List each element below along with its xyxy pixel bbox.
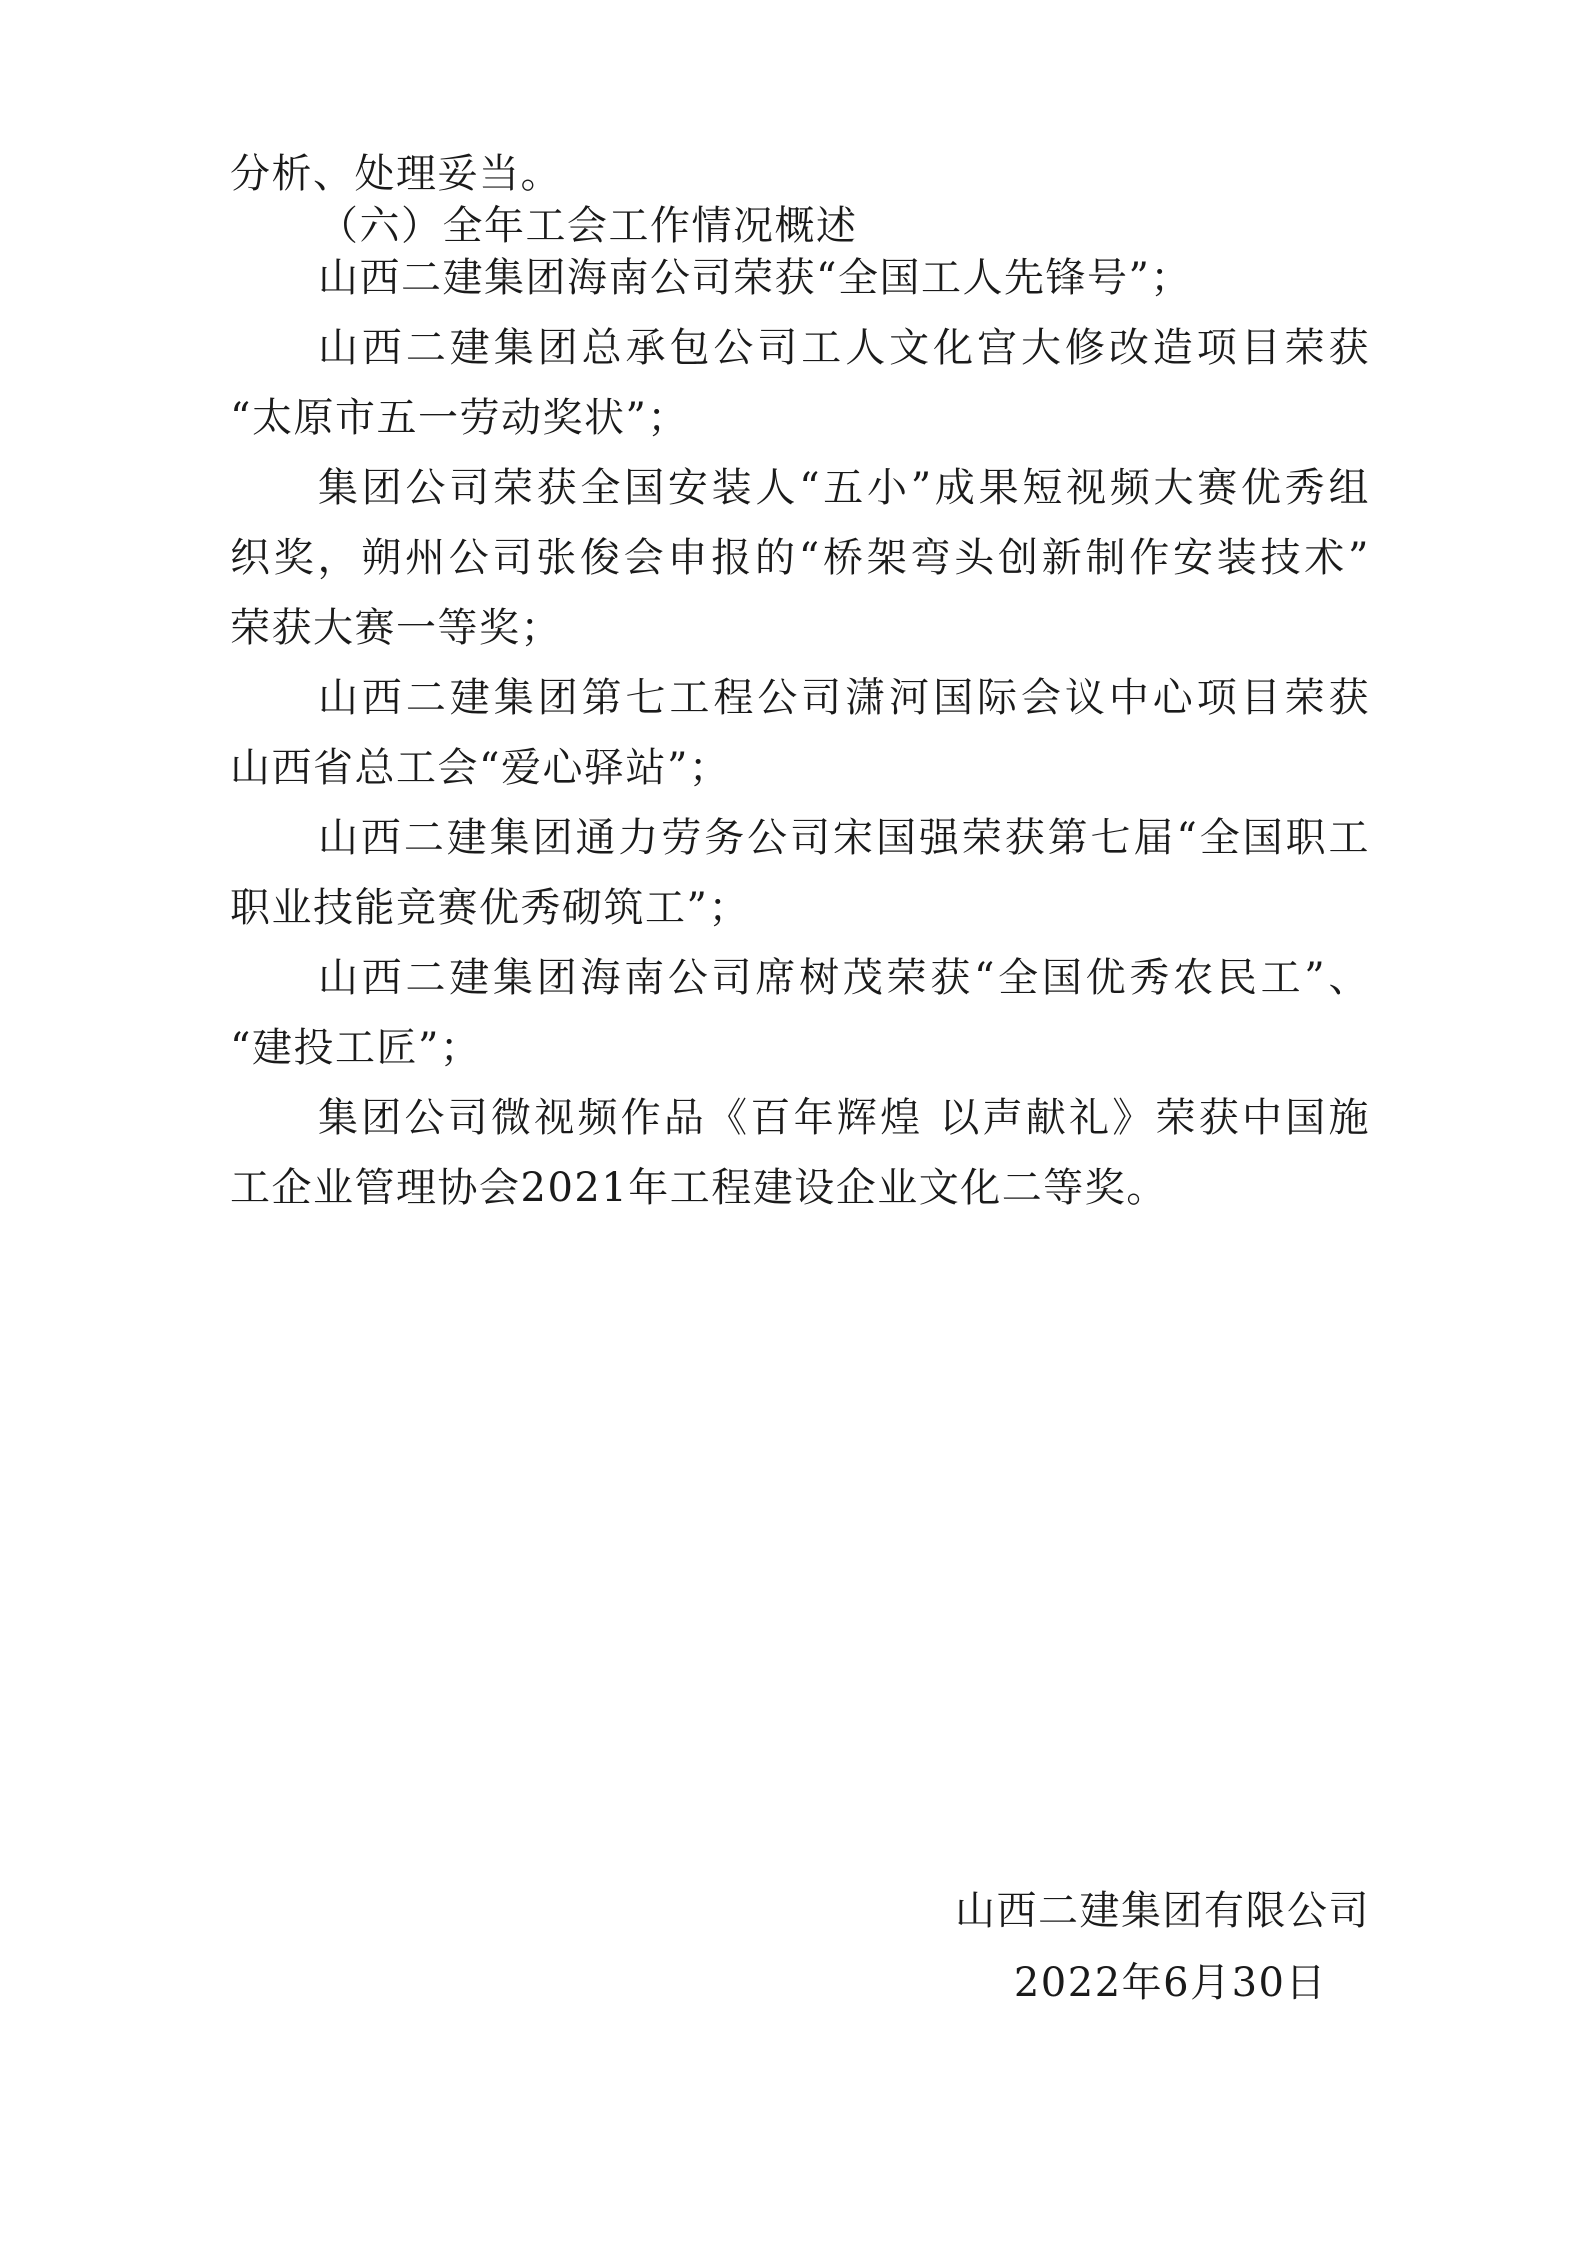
signature-date: 2022年6月30日 [1013,1960,1327,2006]
paragraph-line: 山西二建集团通力劳务公司宋国强荣获第七届“全国职工 [318,815,1370,861]
paragraph-line: 山西省总工会“爱心驿站”； [230,745,731,791]
paragraph-line: 职业技能竞赛优秀砌筑工”； [230,885,750,931]
paragraph-line: 山西二建集团第七工程公司潇河国际会议中心项目荣获 [318,675,1370,721]
section-heading: （六）全年工会工作情况概述 [318,203,858,249]
paragraph-line: 集团公司荣获全国安装人“五小”成果短视频大赛优秀组 [318,465,1370,511]
signature-organization: 山西二建集团有限公司 [955,1888,1370,1934]
continuation-text: 分析、处理妥当。 [230,151,562,197]
paragraph-line: 集团公司微视频作品《百年辉煌 以声献礼》荣获中国施 [318,1095,1370,1141]
paragraph-line: 织奖，朔州公司张俊会申报的“桥架弯头创新制作安装技术” [230,535,1370,581]
paragraph-line: “太原市五一劳动奖状”； [230,395,689,441]
paragraph-line: “建投工匠”； [230,1025,482,1071]
paragraph-line: 荣获大赛一等奖； [230,605,562,651]
paragraph-line: 山西二建集团海南公司荣获“全国工人先锋号”； [318,255,1192,301]
paragraph-line: 山西二建集团总承包公司工人文化宫大修改造项目荣获 [318,325,1370,371]
paragraph-line: 工企业管理协会2021年工程建设企业文化二等奖。 [230,1165,1168,1211]
paragraph-line: 山西二建集团海南公司席树茂荣获“全国优秀农民工”、 [318,955,1370,1001]
